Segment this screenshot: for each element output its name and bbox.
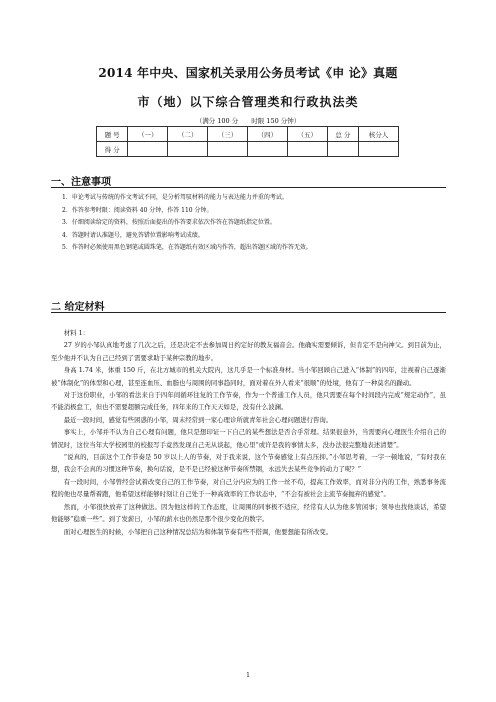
score-cell	[287, 142, 327, 157]
score-header-cell: 总 分	[327, 127, 358, 142]
score-header-cell: （二）	[168, 127, 208, 142]
document-title: 2014 年中央、国家机关录用公务员考试《申 论》真题	[98, 66, 398, 80]
material-paragraph: 有一段时间，小邹曾经尝试着改变自己的工作节奏，对自己分内应为的工作一丝不苟，提高工作效率，而对非分内的工作，熟悉事务流程的他也尽量帮着跑，他希望这样能够时刻让自己处于一种高效率的工作状态中，“不会有被社会主流节奏抛弃的感觉”。	[51, 477, 446, 499]
material-paragraph: 对于这份职业，小邹的看法来自于四年间循环往复的工作节奏，作为一个普通工作人员，他只需要在每个时间段内完成“规定动作”，虽不能消极怠工，但也不需要超额完成任务，四年来的工作天天如是，没有什么波澜。	[51, 391, 446, 412]
score-table-score-row	[97, 142, 399, 157]
note-item: 1．申论考试与传统的作文考试不同，是分析驾驭材料的能力与表达能力并重的考试。	[62, 194, 288, 201]
note-item: 4．答题时请认准题号，避免答错位置影响考试成绩。	[62, 231, 204, 239]
score-cell	[327, 142, 358, 157]
score-cell	[128, 142, 168, 157]
score-header-cell: （一）	[128, 127, 168, 142]
score-header-cell: 核分人	[359, 127, 399, 142]
material-paragraph: 最近一段时间，感觉有些困惑的小邹，周末经常到一家心理诊所就青年社会心理问题进行咨询。	[63, 415, 333, 424]
material-body	[51, 327, 446, 538]
section-divider	[51, 187, 446, 188]
exam-meta: （满分 100 分 时限 150 分钟）	[195, 117, 301, 125]
score-cell	[247, 142, 287, 157]
score-header-cell: 题 号	[97, 127, 128, 142]
note-item: 2．作答参考时限：阅读资料 40 分钟，作答 110 分钟。	[62, 206, 213, 214]
score-table-header-row	[97, 127, 399, 142]
score-table	[96, 126, 399, 157]
material-paragraph: 27 岁的小邹认真地考虑了几次之后，还是决定不去参加周日约定好的教友福音会。他确实需要倾诉，但肯定不是向神父。到目前为止，至少他并不认为自己已经到了需要求助于某种宗教的地步。	[51, 341, 446, 362]
material-paragraph: 然而，小邹很快放弃了这种做法。因为他这样的工作态度，让周围的同事极不适应，经常有人认为他多管闲事；领导也找他谈话，希望他能够“稳重一些”。到了发薪日，小邹的薪水也仍然是那个很少变化的数字。	[51, 502, 446, 524]
score-header-cell: （五）	[287, 127, 327, 142]
section-heading-notes: 一、注意事项	[51, 177, 111, 188]
score-cell	[168, 142, 208, 157]
score-cell	[359, 142, 399, 157]
score-header-cell: （四）	[247, 127, 287, 142]
score-cell	[208, 142, 248, 157]
section-heading-materials: 二 给定材料	[51, 302, 105, 313]
note-item: 5．作答时必须使用黑色钢笔或圆珠笔，在答题纸有效区域内作答，超出答题区域的作答无效。	[62, 244, 312, 252]
material-paragraph: 身高 1.74 米，体重 150 斤，在北方城市的机关大院内，这几乎是一个标准身材。当小邹回顾自己进入“体制”的四年，注视着自己逐渐被“体制化”的体型和心理，甚至连血压、血脂也与周围的同事趋同时，面对着在外人看来“很顺”的处境，他有了一种莫名的躁动。	[51, 366, 446, 387]
score-row-label: 得 分	[97, 142, 128, 157]
note-item: 3．仔细阅读给定的资料，按照后面提出的作答要求依次作答在答题纸指定位置。	[62, 219, 276, 227]
document-subtitle: 市（地）以下综合管理类和行政执法类	[137, 95, 359, 109]
material-paragraph: 事实上，小邹并不认为自己心理有问题，他只是想印证一下自己的某些想法是否合乎常理。结果很意外，当需要向心理医生介绍自己的情况时，这位当年大学校园里的校报写手竟然发现自己无从谈起，他心里“或许是我的事情太多，没办法很完整地表述清楚”。	[51, 428, 446, 449]
material-label: 材料 1：	[63, 329, 90, 337]
score-header-cell: （三）	[208, 127, 248, 142]
page-number: 1	[246, 672, 250, 679]
notes-list	[62, 192, 442, 255]
material-paragraph: 面对心理医生的时候，小邹把自己这种情况总结为和体制节奏有些不搭调，他要想能有所改变。	[63, 527, 333, 536]
section-divider	[51, 312, 446, 313]
material-paragraph: “说真的，目前这个工作节奏是 50 岁以上人的节奏，对于我来说，这个节奏感觉上有点压抑。”小邹思考着，一字一顿地说，“有时我在想，我会不会真的习惯这种节奏，换句话说，是不是已经被这种节奏所禁锢，永远失去某些竞争的动力了呢？”	[51, 453, 446, 474]
